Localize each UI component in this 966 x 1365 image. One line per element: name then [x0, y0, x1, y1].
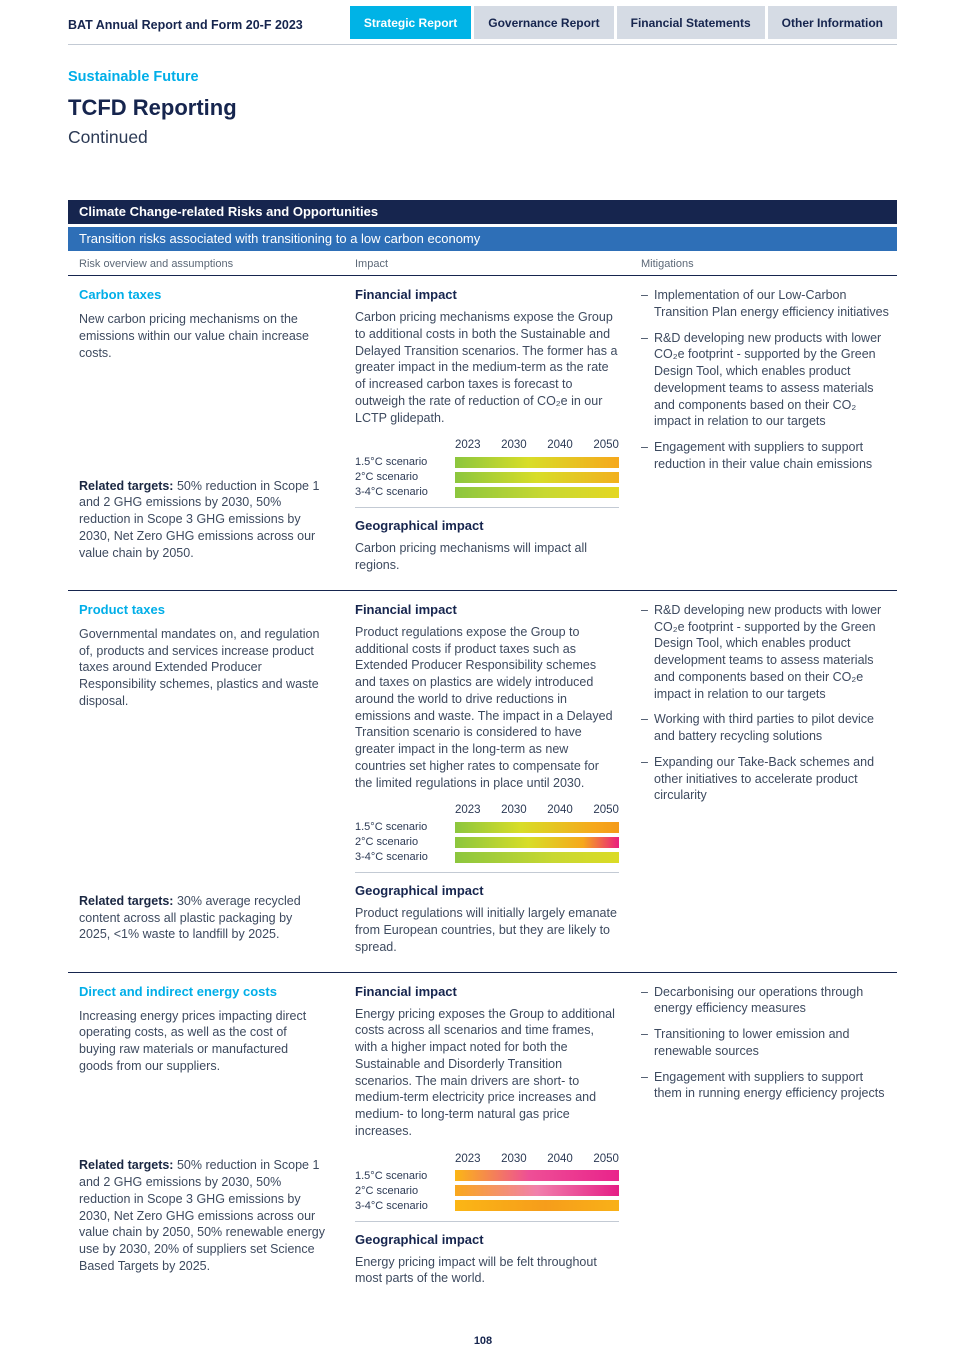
- geographical-impact-heading: Geographical impact: [355, 1231, 484, 1247]
- page-title: TCFD Reporting: [68, 95, 237, 120]
- column-headers: [68, 251, 897, 276]
- bullet-dash: –: [641, 712, 648, 727]
- mitigation-item: [641, 711, 891, 745]
- mitigation-text: Implementation of our Low-Carbon Transition Plan energy efficiency initiatives: [654, 288, 889, 319]
- chart-year-axis: [455, 1153, 619, 1165]
- mitigation-text: Expanding our Take-Back schemes and other initiatives to accelerate product circularity: [654, 754, 875, 803]
- financial-impact-heading: Financial impact: [355, 601, 457, 617]
- risk-table: [68, 200, 897, 1303]
- bullet-dash: –: [641, 602, 648, 617]
- chart-year-axis: [455, 439, 619, 451]
- chart-year-label: 2040: [547, 1152, 573, 1165]
- chart-year-label: 2040: [547, 439, 573, 452]
- mitigation-text: Working with third parties to pilot device and battery recycling solutions: [654, 712, 875, 743]
- chart-gradient-bar: [455, 837, 619, 848]
- mitigation-text: Engagement with suppliers to support reduction in their value chain emissions: [654, 440, 873, 471]
- chart-row: [355, 486, 619, 498]
- financial-impact-text: Energy pricing exposes the Group to additional costs across all scenarios and time frames, with a higher impact noted for both the Sustainable and Disorderly Transition scenarios. The main drivers are short- to medium-term electricity price increases and medium- to long-term natural gas price increases.: [355, 1006, 615, 1138]
- financial-impact-text: Carbon pricing mechanisms expose the Group to additional costs in both the Sustainable and Delayed Transition scenarios. The former has a greater impact in the medium-term as the rate of increased carbon taxes is forecast to outweigh the rate of reduction of CO₂e in our LCTP glidepath.: [355, 310, 618, 425]
- impact-chart: [355, 1153, 619, 1222]
- risk-row-energy-costs: [68, 972, 897, 1304]
- geographical-impact: [355, 1232, 619, 1288]
- risk-overview-text: Governmental mandates on, and regulation of, products and services increase product taxes around Extended Producer Responsibility schemes, plastics and waste disposal.: [79, 626, 320, 708]
- financial-impact-heading: Financial impact: [355, 983, 457, 999]
- financial-impact-text: Product regulations expose the Group to additional costs if product taxes such as Extended Producer Responsibility schemes and taxes on plastics are widely introduced around the world to drive reductions in emissions and waste. The impact in a Delayed Transition scenario is considered to have greater impact in the long-term as new countries set higher rates to compensate for the limited regulations in place until 2030.: [355, 624, 613, 790]
- related-targets-text: 50% reduction in Scope 1 and 2 GHG emissions by 2030, 50% reduction in Scope 3 GHG emissions by 2030, Net Zero GHG emissions across our value chain by 2050.: [79, 478, 320, 560]
- tab-governance-report[interactable]: Governance Report: [474, 6, 613, 39]
- related-targets-text: 50% reduction in Scope 1 and 2 GHG emissions by 2030, 50% reduction in Scope 3 GHG emissions by 2030, Net Zero GHG emissions across our value chain by 2050, 50% renewable energy use by 2030, 20% of suppliers set Science Based Targets by 2025.: [79, 1158, 326, 1273]
- chart-row: [355, 821, 619, 833]
- chart-row: [355, 1185, 619, 1197]
- bullet-dash: –: [641, 288, 648, 302]
- risk-overview-column: [79, 287, 355, 574]
- chart-gradient-bar: [455, 487, 619, 498]
- risk-row-carbon-taxes: [68, 276, 897, 590]
- mitigations-column: [641, 984, 897, 1288]
- chart-year-label: 2023: [455, 804, 481, 817]
- risk-row-product-taxes: [68, 590, 897, 972]
- chart-year-label: 2030: [501, 439, 527, 452]
- chart-row: [355, 1200, 619, 1212]
- mitigation-item: [641, 330, 891, 431]
- mitigation-item: [641, 984, 891, 1018]
- top-bar: [68, 0, 897, 45]
- mitigation-text: Decarbonising our operations through energy efficiency measures: [654, 984, 864, 1016]
- impact-column: [355, 984, 641, 1288]
- related-targets-text: 30% average recycled content across all plastic packaging by 2025, <1% waste to landfill by 2025.: [79, 893, 301, 942]
- chart-scenario-label: 2°C scenario: [355, 1184, 419, 1197]
- chart-scenario-label: 3-4°C scenario: [355, 1199, 428, 1212]
- tab-strategic-report[interactable]: Strategic Report: [350, 6, 471, 39]
- bullet-dash: –: [641, 1069, 648, 1084]
- impact-column: [355, 602, 641, 956]
- mitigation-item: [641, 287, 891, 321]
- chart-scenario-label: 1.5°C scenario: [355, 821, 428, 834]
- chart-year-label: 2030: [501, 804, 527, 817]
- chart-gradient-bar: [455, 822, 619, 833]
- mitigation-item: [641, 439, 891, 473]
- mitigation-text: Transitioning to lower emission and renewable sources: [654, 1027, 850, 1058]
- chart-year-label: 2023: [455, 1152, 481, 1165]
- column-header-risk: Risk overview and assumptions: [79, 258, 234, 270]
- geographical-impact-heading: Geographical impact: [355, 883, 484, 899]
- related-targets: [79, 1139, 325, 1274]
- chart-scenario-label: 3-4°C scenario: [355, 851, 428, 864]
- bullet-dash: –: [641, 754, 648, 769]
- mitigations-list: [641, 984, 897, 1103]
- mitigation-text: R&D developing new products with lower CO₂e footprint - supported by the Green Design Tool, which enables product development teams to assess materials and components based on their CO₂ impact in relation to our targets: [654, 330, 882, 429]
- mitigation-text: R&D developing new products with lower CO₂e footprint - supported by the Green Design Tool, which enables product development teams to assess materials and components based on their CO₂e impact in relation to our targets: [654, 602, 882, 701]
- bullet-dash: –: [641, 440, 648, 454]
- related-targets: [79, 875, 325, 943]
- mitigation-item: [641, 754, 891, 804]
- section-eyebrow: Sustainable Future: [68, 69, 199, 85]
- mitigation-item: [641, 1026, 891, 1060]
- chart-gradient-bar: [455, 1170, 619, 1181]
- risk-overview-column: [79, 602, 355, 956]
- column-header-mitigations: Mitigations: [641, 258, 694, 270]
- bullet-dash: –: [641, 1027, 648, 1041]
- chart-gradient-bar: [455, 852, 619, 863]
- mitigation-item: [641, 602, 891, 703]
- column-header-impact: Impact: [355, 258, 389, 270]
- tab-financial-statements[interactable]: Financial Statements: [617, 6, 765, 39]
- geographical-impact: [355, 883, 619, 955]
- chart-row: [355, 456, 619, 468]
- mitigations-list: [641, 287, 897, 473]
- section-tabs: [350, 6, 897, 39]
- banner-secondary: Transition risks associated with transitioning to a low carbon economy: [68, 227, 897, 251]
- chart-scenario-label: 1.5°C scenario: [355, 1169, 428, 1182]
- geographical-impact-heading: Geographical impact: [355, 518, 484, 534]
- chart-year-label: 2050: [593, 439, 619, 452]
- mitigation-text: Engagement with suppliers to support them in running energy efficiency projects: [654, 1069, 885, 1101]
- page-number: 108: [473, 1335, 493, 1347]
- chart-row: [355, 851, 619, 863]
- related-targets: [79, 460, 325, 562]
- impact-chart: [355, 804, 619, 873]
- risk-title: Product taxes: [79, 601, 165, 617]
- chart-row: [355, 1170, 619, 1182]
- chart-scenario-label: 2°C scenario: [355, 471, 419, 484]
- risk-overview-text: New carbon pricing mechanisms on the emissions within our value chain increase costs.: [79, 312, 309, 360]
- financial-impact-heading: Financial impact: [355, 287, 457, 302]
- bullet-dash: –: [641, 984, 648, 999]
- chart-scenario-label: 3-4°C scenario: [355, 486, 428, 499]
- chart-gradient-bar: [455, 1185, 619, 1196]
- chart-year-axis: [455, 804, 619, 816]
- related-targets-label: Related targets:: [79, 1158, 174, 1173]
- chart-gradient-bar: [455, 1200, 619, 1211]
- mitigations-column: [641, 602, 897, 956]
- geographical-impact-text: Product regulations will initially largely emanate from European countries, but they are likely to spread.: [355, 906, 617, 954]
- banner-primary: Climate Change-related Risks and Opportunities: [68, 200, 897, 224]
- geographical-impact: [355, 518, 619, 574]
- intro-section: [68, 69, 897, 148]
- risk-title: Direct and indirect energy costs: [79, 983, 277, 999]
- geographical-impact-text: Energy pricing impact will be felt throughout most parts of the world.: [355, 1254, 597, 1286]
- chart-year-label: 2040: [547, 804, 573, 817]
- risk-title: Carbon taxes: [79, 287, 162, 302]
- chart-year-label: 2023: [455, 439, 481, 452]
- geographical-impact-text: Carbon pricing mechanisms will impact all regions.: [355, 541, 588, 572]
- mitigations-list: [641, 602, 897, 804]
- chart-year-label: 2050: [593, 1152, 619, 1165]
- page-subtitle: Continued: [68, 127, 148, 147]
- tab-other-information[interactable]: Other Information: [768, 6, 897, 39]
- chart-scenario-label: 2°C scenario: [355, 836, 419, 849]
- related-targets-label: Related targets:: [79, 478, 174, 493]
- page-footer: [0, 1335, 966, 1347]
- risk-overview-text: Increasing energy prices impacting direct operating costs, as well as the cost of buying raw materials or manufactured goods from our suppliers.: [79, 1008, 307, 1073]
- impact-chart: [355, 439, 619, 508]
- report-title: BAT Annual Report and Form 20-F 2023: [68, 18, 303, 32]
- chart-row: [355, 836, 619, 848]
- risk-overview-column: [79, 984, 355, 1288]
- impact-column: [355, 287, 641, 574]
- chart-gradient-bar: [455, 457, 619, 468]
- mitigation-item: [641, 1069, 891, 1103]
- chart-year-label: 2030: [501, 1152, 527, 1165]
- chart-year-label: 2050: [593, 804, 619, 817]
- chart-gradient-bar: [455, 472, 619, 483]
- mitigations-column: [641, 287, 897, 574]
- chart-scenario-label: 1.5°C scenario: [355, 456, 428, 469]
- related-targets-label: Related targets:: [79, 893, 174, 908]
- bullet-dash: –: [641, 330, 648, 345]
- chart-row: [355, 471, 619, 483]
